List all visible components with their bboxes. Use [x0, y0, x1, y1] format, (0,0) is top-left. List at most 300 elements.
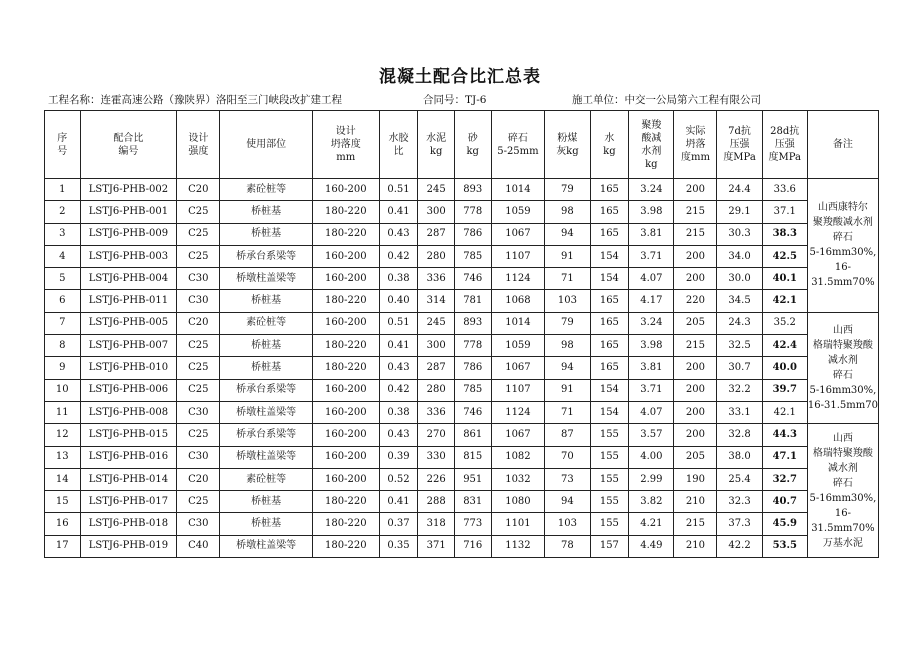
cell-mix-code: LSTJ6-PHB-011 [80, 290, 177, 312]
header-line: 7d抗 [728, 126, 751, 137]
cell-water: 154 [590, 379, 629, 401]
cell-gravel: 1132 [491, 535, 545, 557]
cell-water: 154 [590, 268, 629, 290]
remarks-line: 16-31.5mm70% [811, 507, 875, 534]
cell-usage: 桥墩柱盖梁等 [220, 446, 313, 468]
cell-28d-strength: 42.1 [762, 290, 807, 312]
cell-actual-slump: 200 [674, 357, 717, 379]
table-row [45, 179, 879, 201]
remarks-line: 碎石 [832, 477, 853, 489]
cell-design-slump: 160-200 [312, 379, 379, 401]
cell-7d-strength: 30.7 [717, 357, 762, 379]
cell-water-binder: 0.41 [379, 491, 418, 513]
cell-index: 16 [45, 513, 81, 535]
header-col-actual-slump [674, 111, 717, 179]
cell-sand: 746 [454, 268, 491, 290]
table-row [45, 513, 879, 535]
cell-cement: 280 [418, 245, 455, 267]
remarks-line: 格瑞特聚羧酸 [812, 340, 873, 352]
cell-sand: 716 [454, 535, 491, 557]
header-col-design-slump [312, 111, 379, 179]
cell-flyash: 103 [545, 513, 590, 535]
cell-water: 165 [590, 335, 629, 357]
header-line: 实际 [685, 126, 706, 137]
cell-usage: 桥承台系梁等 [220, 424, 313, 446]
header-line: 坍落 [685, 139, 706, 150]
cell-cement: 330 [418, 446, 455, 468]
remarks-line: 16-31.5mm70% [811, 262, 875, 289]
remarks-line: 聚羧酸减水剂 [812, 217, 873, 229]
table-row [45, 446, 879, 468]
cell-water: 165 [590, 223, 629, 245]
table-row [45, 535, 879, 557]
cell-sand: 861 [454, 424, 491, 446]
table-row [45, 379, 879, 401]
table-header-row [45, 111, 879, 179]
cell-cement: 336 [418, 268, 455, 290]
cell-water: 155 [590, 513, 629, 535]
cell-mix-code: LSTJ6-PHB-002 [80, 179, 177, 201]
cell-flyash: 70 [545, 446, 590, 468]
cell-mix-code: LSTJ6-PHB-009 [80, 223, 177, 245]
cell-sand: 773 [454, 513, 491, 535]
cell-7d-strength: 32.5 [717, 335, 762, 357]
header-col-sand [454, 111, 491, 179]
cell-admixture: 3.81 [629, 357, 674, 379]
header-line: 聚羧 [641, 119, 662, 131]
cell-design-slump: 180-220 [312, 535, 379, 557]
cell-design-grade: C25 [177, 245, 220, 267]
cell-flyash: 71 [545, 268, 590, 290]
cell-gravel: 1101 [491, 513, 545, 535]
cell-design-grade: C20 [177, 468, 220, 490]
cell-gravel: 1067 [491, 223, 545, 245]
table-row [45, 357, 879, 379]
cell-sand: 893 [454, 312, 491, 334]
cell-usage: 桥承台系梁等 [220, 379, 313, 401]
cell-cement: 336 [418, 401, 455, 423]
cell-7d-strength: 30.0 [717, 268, 762, 290]
cell-flyash: 103 [545, 290, 590, 312]
cell-design-slump: 160-200 [312, 424, 379, 446]
cell-cement: 287 [418, 223, 455, 245]
cell-cement: 371 [418, 535, 455, 557]
header-col-admixture [629, 111, 674, 179]
cell-actual-slump: 215 [674, 201, 717, 223]
cell-design-slump: 160-200 [312, 179, 379, 201]
cell-water: 155 [590, 491, 629, 513]
header-col-cement [418, 111, 455, 179]
cell-admixture: 3.24 [629, 179, 674, 201]
cell-design-grade: C30 [177, 446, 220, 468]
header-line: 设计 [335, 126, 356, 137]
cell-design-grade: C30 [177, 513, 220, 535]
header-col-water-binder [379, 111, 418, 179]
header-col-usage [220, 111, 313, 179]
cell-water-binder: 0.51 [379, 312, 418, 334]
cell-7d-strength: 42.2 [717, 535, 762, 557]
cell-index: 2 [45, 201, 81, 223]
cell-design-slump: 180-220 [312, 491, 379, 513]
cell-7d-strength: 34.0 [717, 245, 762, 267]
cell-index: 5 [45, 268, 81, 290]
cell-7d-strength: 25.4 [717, 468, 762, 490]
cell-design-slump: 160-200 [312, 446, 379, 468]
header-line: 5-25mm [497, 145, 539, 157]
cell-flyash: 91 [545, 379, 590, 401]
cell-design-grade: C20 [177, 179, 220, 201]
table-row [45, 245, 879, 267]
cell-mix-code: LSTJ6-PHB-007 [80, 335, 177, 357]
cell-admixture: 3.71 [629, 379, 674, 401]
cell-gravel: 1032 [491, 468, 545, 490]
cell-design-grade: C40 [177, 535, 220, 557]
cell-7d-strength: 33.1 [717, 401, 762, 423]
cell-sand: 778 [454, 335, 491, 357]
cell-actual-slump: 215 [674, 513, 717, 535]
cell-index: 14 [45, 468, 81, 490]
cell-index: 10 [45, 379, 81, 401]
cell-actual-slump: 200 [674, 379, 717, 401]
table-row [45, 401, 879, 423]
header-col-remarks [807, 111, 878, 179]
cell-7d-strength: 24.3 [717, 312, 762, 334]
cell-admixture: 3.71 [629, 245, 674, 267]
cell-water-binder: 0.41 [379, 201, 418, 223]
header-line: mm [336, 152, 356, 163]
cell-admixture: 4.00 [629, 446, 674, 468]
cell-water-binder: 0.41 [379, 335, 418, 357]
cell-mix-code: LSTJ6-PHB-006 [80, 379, 177, 401]
cell-cement: 300 [418, 201, 455, 223]
cell-sand: 951 [454, 468, 491, 490]
table-row [45, 268, 879, 290]
cell-water-binder: 0.51 [379, 179, 418, 201]
cell-7d-strength: 24.4 [717, 179, 762, 201]
header-line: 坍落度 [330, 139, 361, 150]
cell-28d-strength: 38.3 [762, 223, 807, 245]
remarks-line: 碎石 [832, 370, 853, 382]
cell-design-slump: 180-220 [312, 357, 379, 379]
cell-sand: 893 [454, 179, 491, 201]
cell-gravel: 1124 [491, 268, 545, 290]
remarks-line: 山西康特尔 [817, 202, 868, 214]
remarks-line: 山西 [832, 325, 853, 337]
cell-admixture: 4.07 [629, 268, 674, 290]
header-line: 序 [57, 132, 68, 144]
cell-index: 3 [45, 223, 81, 245]
header-line: 号 [57, 145, 68, 157]
cell-design-slump: 160-200 [312, 468, 379, 490]
cell-gravel: 1067 [491, 357, 545, 379]
cell-water-binder: 0.42 [379, 379, 418, 401]
cell-7d-strength: 38.0 [717, 446, 762, 468]
table-body [45, 179, 879, 558]
cell-usage: 桥桩基 [220, 201, 313, 223]
cell-design-grade: C25 [177, 201, 220, 223]
cell-water-binder: 0.52 [379, 468, 418, 490]
cell-sand: 786 [454, 223, 491, 245]
cell-index: 8 [45, 335, 81, 357]
cell-flyash: 87 [545, 424, 590, 446]
cell-water: 155 [590, 468, 629, 490]
cell-mix-code: LSTJ6-PHB-014 [80, 468, 177, 490]
cell-water: 154 [590, 245, 629, 267]
cell-cement: 245 [418, 179, 455, 201]
cell-design-slump: 160-200 [312, 268, 379, 290]
cell-28d-strength: 53.5 [762, 535, 807, 557]
cell-actual-slump: 200 [674, 424, 717, 446]
cell-water-binder: 0.40 [379, 290, 418, 312]
cell-cement: 288 [418, 491, 455, 513]
cell-index: 12 [45, 424, 81, 446]
table-row [45, 312, 879, 334]
cell-water-binder: 0.38 [379, 401, 418, 423]
cell-28d-strength: 32.7 [762, 468, 807, 490]
header-line: kg [645, 158, 658, 170]
header-col-design-grade [177, 111, 220, 179]
cell-design-slump: 180-220 [312, 335, 379, 357]
cell-usage: 素砼桩等 [220, 179, 313, 201]
cell-water: 155 [590, 424, 629, 446]
cell-actual-slump: 200 [674, 401, 717, 423]
cell-7d-strength: 29.1 [717, 201, 762, 223]
cell-flyash: 78 [545, 535, 590, 557]
cell-index: 11 [45, 401, 81, 423]
cell-design-grade: C25 [177, 357, 220, 379]
cell-mix-code: LSTJ6-PHB-008 [80, 401, 177, 423]
header-col-index [45, 111, 81, 179]
remarks-line: 山西 [832, 432, 853, 444]
cell-cement: 280 [418, 379, 455, 401]
cell-admixture: 3.98 [629, 335, 674, 357]
cell-7d-strength: 32.3 [717, 491, 762, 513]
header-line: 水剂 [641, 145, 662, 157]
contract-number: 合同号：TJ-6 [423, 94, 487, 106]
cell-mix-code: LSTJ6-PHB-015 [80, 424, 177, 446]
remarks-cell [807, 312, 878, 423]
cell-index: 13 [45, 446, 81, 468]
cell-usage: 桥桩基 [220, 290, 313, 312]
cell-index: 9 [45, 357, 81, 379]
cell-admixture: 2.99 [629, 468, 674, 490]
header-line: 粉煤 [557, 132, 578, 144]
cell-index: 4 [45, 245, 81, 267]
cell-design-slump: 160-200 [312, 401, 379, 423]
header-line: 水泥 [426, 132, 447, 144]
cell-index: 17 [45, 535, 81, 557]
cell-28d-strength: 39.7 [762, 379, 807, 401]
cell-mix-code: LSTJ6-PHB-016 [80, 446, 177, 468]
cell-sand: 746 [454, 401, 491, 423]
cell-water: 165 [590, 201, 629, 223]
cell-admixture: 3.82 [629, 491, 674, 513]
mix-ratio-table [44, 110, 879, 558]
cell-28d-strength: 42.1 [762, 401, 807, 423]
cell-actual-slump: 210 [674, 535, 717, 557]
cell-water: 154 [590, 401, 629, 423]
cell-28d-strength: 42.5 [762, 245, 807, 267]
cell-actual-slump: 190 [674, 468, 717, 490]
header-line: kg [429, 145, 443, 157]
cell-admixture: 4.21 [629, 513, 674, 535]
cell-mix-code: LSTJ6-PHB-001 [80, 201, 177, 223]
cell-gravel: 1107 [491, 379, 545, 401]
header-col-water [590, 111, 629, 179]
header-line: 28d抗 [770, 126, 800, 137]
remarks-line: 格瑞特聚羧酸 [812, 447, 873, 459]
cell-design-slump: 160-200 [312, 245, 379, 267]
remarks-cell [807, 179, 878, 313]
cell-28d-strength: 45.9 [762, 513, 807, 535]
cell-design-grade: C25 [177, 424, 220, 446]
cell-28d-strength: 47.1 [762, 446, 807, 468]
header-line: kg [466, 145, 479, 157]
cell-7d-strength: 32.8 [717, 424, 762, 446]
cell-actual-slump: 205 [674, 446, 717, 468]
header-line: 度MPa [723, 152, 756, 163]
remarks-line: 5-16mm30%, [809, 247, 877, 259]
cell-water-binder: 0.38 [379, 268, 418, 290]
cell-design-slump: 180-220 [312, 290, 379, 312]
header-line: 压强 [729, 139, 750, 150]
cell-design-grade: C25 [177, 223, 220, 245]
header-line: 比 [393, 145, 404, 157]
cell-gravel: 1107 [491, 245, 545, 267]
page-title: 混凝土配合比汇总表 [379, 67, 541, 87]
cell-flyash: 98 [545, 201, 590, 223]
cell-water: 165 [590, 312, 629, 334]
cell-mix-code: LSTJ6-PHB-019 [80, 535, 177, 557]
cell-index: 1 [45, 179, 81, 201]
cell-design-slump: 180-220 [312, 223, 379, 245]
cell-usage: 素砼桩等 [220, 312, 313, 334]
remarks-cell [807, 424, 878, 558]
cell-flyash: 79 [545, 179, 590, 201]
cell-gravel: 1067 [491, 424, 545, 446]
cell-sand: 786 [454, 357, 491, 379]
cell-actual-slump: 220 [674, 290, 717, 312]
cell-water-binder: 0.37 [379, 513, 418, 535]
cell-28d-strength: 40.0 [762, 357, 807, 379]
cell-design-grade: C25 [177, 491, 220, 513]
cell-7d-strength: 34.5 [717, 290, 762, 312]
header-line: 使用部位 [246, 139, 287, 150]
cell-sand: 815 [454, 446, 491, 468]
project-name: 工程名称：连霍高速公路（豫陕界）洛阳至三门峡段改扩建工程 [48, 94, 342, 106]
cell-design-slump: 180-220 [312, 201, 379, 223]
cell-gravel: 1014 [491, 312, 545, 334]
cell-actual-slump: 205 [674, 312, 717, 334]
cell-7d-strength: 30.3 [717, 223, 762, 245]
cell-water-binder: 0.39 [379, 446, 418, 468]
cell-water: 165 [590, 357, 629, 379]
header-line: kg [603, 145, 616, 157]
header-col-flyash [545, 111, 590, 179]
cell-design-grade: C25 [177, 379, 220, 401]
cell-mix-code: LSTJ6-PHB-018 [80, 513, 177, 535]
cell-design-slump: 160-200 [312, 312, 379, 334]
cell-actual-slump: 200 [674, 245, 717, 267]
cell-sand: 781 [454, 290, 491, 312]
remarks-line: 碎石 [832, 232, 853, 244]
cell-28d-strength: 37.1 [762, 201, 807, 223]
remarks-line: 减水剂 [827, 355, 858, 367]
cell-28d-strength: 40.7 [762, 491, 807, 513]
cell-actual-slump: 200 [674, 268, 717, 290]
header-col-28d-strength [762, 111, 807, 179]
cell-flyash: 94 [545, 491, 590, 513]
cell-usage: 桥桩基 [220, 513, 313, 535]
cell-index: 15 [45, 491, 81, 513]
cell-cement: 287 [418, 357, 455, 379]
cell-design-grade: C30 [177, 268, 220, 290]
cell-28d-strength: 35.2 [762, 312, 807, 334]
cell-28d-strength: 42.4 [762, 335, 807, 357]
cell-7d-strength: 37.3 [717, 513, 762, 535]
cell-cement: 318 [418, 513, 455, 535]
cell-water-binder: 0.43 [379, 357, 418, 379]
cell-admixture: 3.81 [629, 223, 674, 245]
cell-flyash: 79 [545, 312, 590, 334]
cell-cement: 270 [418, 424, 455, 446]
header-line: 设计 [188, 132, 209, 144]
cell-usage: 桥墩柱盖梁等 [220, 401, 313, 423]
cell-actual-slump: 215 [674, 223, 717, 245]
header-line: 编号 [118, 145, 139, 157]
cell-gravel: 1082 [491, 446, 545, 468]
cell-water-binder: 0.43 [379, 223, 418, 245]
construction-unit: 施工单位：中交一公局第六工程有限公司 [572, 94, 761, 106]
cell-cement: 314 [418, 290, 455, 312]
cell-actual-slump: 210 [674, 491, 717, 513]
cell-cement: 245 [418, 312, 455, 334]
cell-actual-slump: 215 [674, 335, 717, 357]
cell-flyash: 91 [545, 245, 590, 267]
remarks-line: 减水剂 [827, 462, 858, 474]
cell-mix-code: LSTJ6-PHB-017 [80, 491, 177, 513]
header-line: 砂 [467, 132, 478, 144]
cell-flyash: 71 [545, 401, 590, 423]
cell-cement: 226 [418, 468, 455, 490]
cell-admixture: 3.98 [629, 201, 674, 223]
cell-mix-code: LSTJ6-PHB-003 [80, 245, 177, 267]
header-line: 酸减 [641, 132, 662, 144]
cell-design-slump: 180-220 [312, 513, 379, 535]
header-line: 压强 [774, 139, 795, 150]
cell-water-binder: 0.43 [379, 424, 418, 446]
cell-water: 155 [590, 446, 629, 468]
cell-usage: 桥墩柱盖梁等 [220, 268, 313, 290]
cell-admixture: 4.17 [629, 290, 674, 312]
cell-flyash: 94 [545, 223, 590, 245]
cell-mix-code: LSTJ6-PHB-005 [80, 312, 177, 334]
cell-usage: 桥桩基 [220, 357, 313, 379]
table-row [45, 201, 879, 223]
table-row [45, 424, 879, 446]
cell-index: 6 [45, 290, 81, 312]
cell-admixture: 3.57 [629, 424, 674, 446]
cell-water: 165 [590, 179, 629, 201]
cell-gravel: 1059 [491, 335, 545, 357]
cell-7d-strength: 32.2 [717, 379, 762, 401]
table-row [45, 290, 879, 312]
cell-usage: 桥桩基 [220, 335, 313, 357]
cell-sand: 831 [454, 491, 491, 513]
header-line: 水 [604, 132, 615, 144]
cell-water-binder: 0.42 [379, 245, 418, 267]
remarks-line: 万基水泥 [822, 537, 863, 549]
